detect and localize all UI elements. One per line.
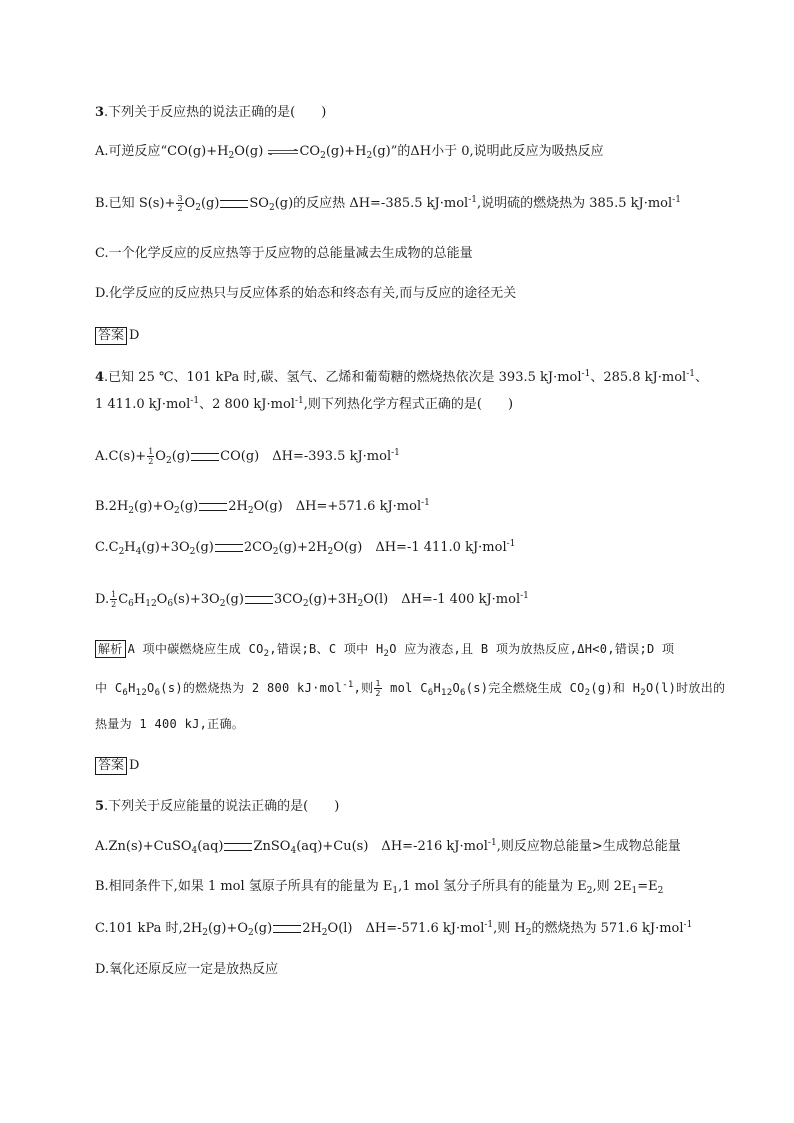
q3-option-b: B.已知 S(s)+ $\frac{3}{2}$ $O_2(g)$ $SO_2(g)$的反应热 ΔH=-385.5 kJ·mol$^{-1}$,说明硫的燃烧热为 385.5 kJ·mol$^{-1}$ xyxy=(95,194,681,213)
q5-stem: 5.下列关于反应能量的说法正确的是( ) xyxy=(95,799,340,814)
q3-number: 3 xyxy=(95,105,105,120)
q4-option-d: D. $\frac{1}{2}$ $C_6H_{12}O_6(s)+3O_2(g)$ $3CO_2(g)+3H_2O(l)$ ΔH=-1 400 kJ·mol$^{-1}$ xyxy=(95,590,529,609)
q4-analysis-line1: 解析 A 项中碳燃烧应生成 $CO_2$,错误;B、C 项中 $H_2O$ 应为液态,且 B 项为放热反应,ΔH<0,错误;D 项 xyxy=(95,640,674,658)
reversible-arrow-icon xyxy=(268,149,298,155)
fraction: $\frac{3}{2}$ xyxy=(177,194,183,213)
fraction: $\frac{1}{2}$ xyxy=(148,447,154,466)
answer-value: D xyxy=(129,328,140,343)
answer-value: D xyxy=(129,758,140,773)
answer-label: 答案 xyxy=(95,327,127,345)
fraction: $\frac{1}{2}$ xyxy=(375,679,381,698)
equals-arrow-icon xyxy=(191,453,219,461)
q3-option-d: D.化学反应的反应热只与反应体系的始态和终态有关,而与反应的途径无关 xyxy=(95,286,517,301)
equals-arrow-icon xyxy=(224,843,252,851)
q4-stem-line2: 1 411.0 kJ·mol$^{-1}$、2 800 kJ·mol$^{-1}$,则下列热化学方程式正确的是( ) xyxy=(95,396,514,412)
q4-answer xyxy=(95,757,139,775)
equals-arrow-icon xyxy=(273,925,301,933)
equals-arrow-icon xyxy=(220,200,248,208)
q4-option-c: $C.C_2H_4(g)+3O_2(g)$ $2CO_2(g)+2H_2O(g)$ ΔH=-1 411.0 kJ·mol$^{-1}$ xyxy=(95,539,516,557)
q4-option-b: $B.2H_2(g)+O_2(g)$ $2H_2O(g)$ ΔH=+571.6 kJ·mol$^{-1}$ xyxy=(95,498,430,516)
q3-stem: 3.下列关于反应热的说法正确的是( ) xyxy=(95,105,327,120)
q4-stem-line1: 4.已知 25 ℃、101 kPa 时,碳、氢气、乙烯和葡萄糖的燃烧热依次是 393.5 kJ·mol$^{-1}$、285.8 kJ·mol$^{-1}$、 xyxy=(95,369,709,385)
fraction: $\frac{1}{2}$ xyxy=(111,590,117,609)
equals-arrow-icon xyxy=(215,544,243,552)
q5-number: 5 xyxy=(95,799,105,814)
q5-option-a: A.Zn(s)+CuSO$_4$(aq) ZnSO$_4$(aq)+Cu(s) ΔH=-216 kJ·mol$^{-1}$,则反应物总能量>生成物总能量 xyxy=(95,838,681,856)
equals-arrow-icon xyxy=(245,596,273,604)
analysis-label: 解析 xyxy=(95,640,126,658)
q3-option-c: C.一个化学反应的反应热等于反应物的总能量减去生成物的总能量 xyxy=(95,246,473,261)
equals-arrow-icon xyxy=(199,503,227,511)
q5-option-d: D.氧化还原反应一定是放热反应 xyxy=(95,962,279,977)
q4-analysis-line3: 热量为 1 400 kJ,正确。 xyxy=(95,717,245,731)
q5-option-c: C.101 kPa 时$,2H_2(g)+O_2(g)$ $2H_2O(l)$ ΔH=-571.6 kJ·mol$^{-1}$,则 $H_2$的燃烧热为 571.6 kJ·mol$^{-1}$ xyxy=(95,920,693,938)
q4-number: 4 xyxy=(95,370,105,385)
q3-answer xyxy=(95,327,139,345)
q4-option-a: A.C(s)+ $\frac{1}{2}$ $O_2(g)$ CO(g) ΔH=-393.5 kJ·mol$^{-1}$ xyxy=(95,447,400,466)
q3-option-a: A.可逆反应“$CO(g)+H_2O(g)$ $CO_2(g)+H_2(g)$”的ΔH小于 0,说明此反应为吸热反应 xyxy=(95,144,604,161)
q4-analysis-line2: 中 $C_6H_{12}O_6(s)$的燃烧热为 2 800 kJ·mol$^{-1}$,则 $\frac{1}{2}$ mol $C_6H_{12}O_6(s)$完全燃烧生成 $CO_2(g)$和 $H_2O(l)$时放出的 xyxy=(95,679,726,698)
q5-option-b: B.相同条件下,如果 1 mol 氢原子所具有的能量为 $E_1,1$ mol 氢分子所具有的能量为 $E_2$,则 $2E_1=E_2$ xyxy=(95,879,664,896)
answer-label: 答案 xyxy=(95,757,127,775)
